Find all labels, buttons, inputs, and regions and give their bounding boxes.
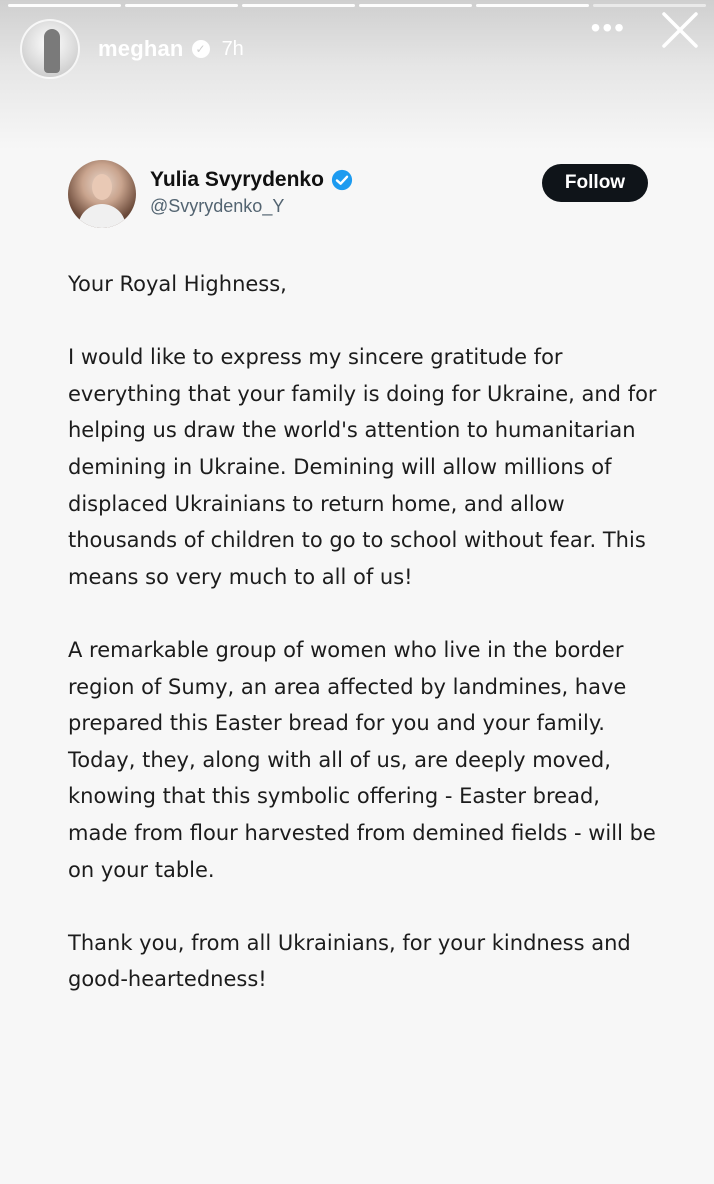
tweet-card (34, 140, 680, 1140)
avatar-face (92, 174, 112, 200)
progress-segment (359, 4, 472, 7)
progress-segment (8, 4, 121, 7)
tweet-paragraph: I would like to express my sincere gratitude for everything that your family is doing for Ukraine, and for helping us draw the world's attention to humanitarian demining in Ukraine. Demining will allow millions of displaced Ukrainians to return home, and allow thousands of children to go to school without fear. This means so very much to all of us! (68, 345, 657, 589)
verified-badge-icon: ✓ (192, 40, 210, 58)
follow-button[interactable]: Follow (542, 164, 648, 202)
tweet-text (68, 266, 658, 1034)
avatar-shirt (78, 204, 126, 228)
progress-segment (476, 4, 589, 7)
progress-segment (125, 4, 238, 7)
tweet-author-avatar[interactable] (68, 160, 136, 228)
tweet-paragraph: Your Royal Highness, (68, 272, 287, 296)
story-username[interactable]: meghan (98, 36, 184, 61)
more-horizontal-icon[interactable]: ••• (590, 12, 626, 43)
tweet-paragraph: A remarkable group of women who live in the border region of Sumy, an area affected by landmines, have prepared this Easter bread for you and your family. Today, they, along with all of us, are deeply moved, knowing that this symbolic offering - Easter bread, made from flour harvested from demined fields - will be on your table. (68, 637, 656, 882)
tweet-header (68, 160, 648, 230)
story-timestamp: 7h (221, 37, 244, 60)
avatar-figure (44, 29, 60, 73)
progress-segment (593, 4, 706, 7)
close-icon[interactable] (660, 10, 700, 50)
tweet-author-name-row (150, 168, 353, 192)
verified-badge-icon (331, 169, 353, 191)
progress-segment (242, 4, 355, 7)
tweet-author-name[interactable]: Yulia Svyrydenko (150, 168, 324, 191)
story-avatar[interactable] (20, 19, 80, 79)
story-progress-bar (8, 4, 706, 7)
tweet-paragraph: Thank you, from all Ukrainians, for your kindness and good-heartedness! (68, 930, 631, 992)
tweet-author-handle[interactable]: @Svyrydenko_Y (150, 196, 285, 216)
